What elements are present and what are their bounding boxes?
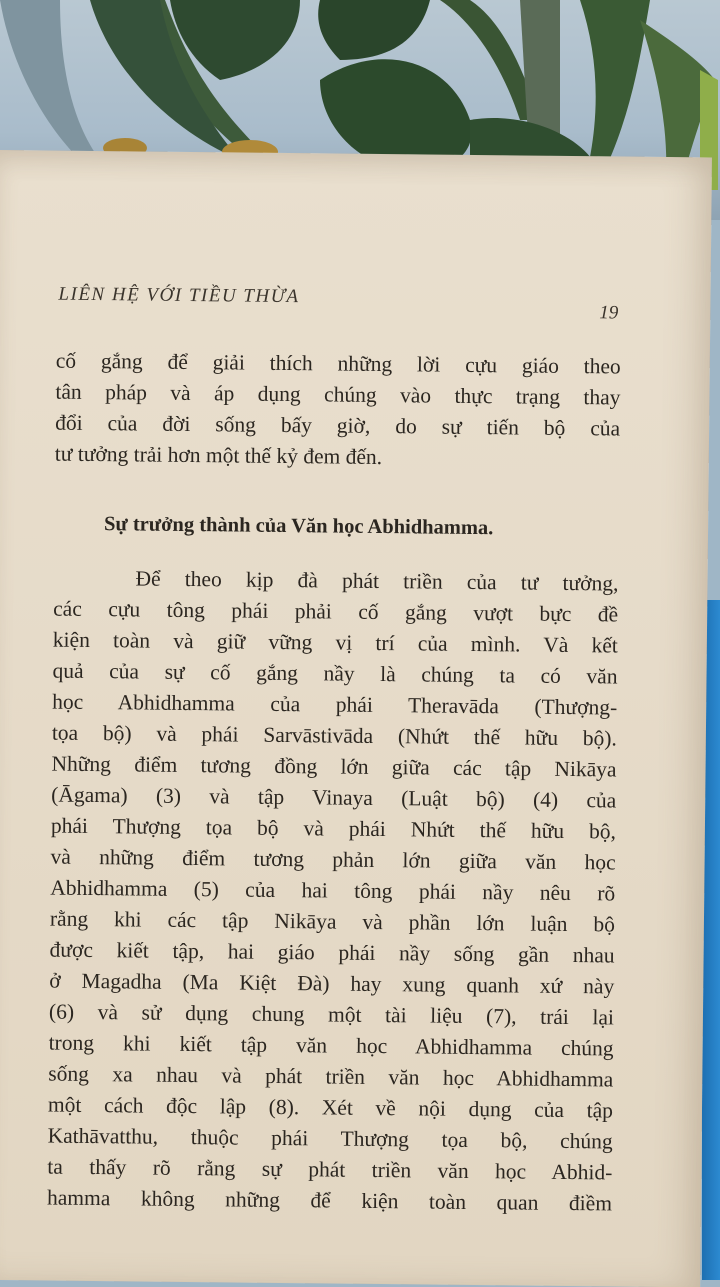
text-line: (6) và sử dụng chung một tài liệu (7), trái lại [48,999,615,1030]
paragraph-2 [47,563,619,1220]
text-line: tân pháp và áp dụng chúng vào thực trạng thay [55,379,621,410]
text-line: các cựu tông phái phải cố gắng vượt bực đề [53,596,619,627]
text-line: một cách độc lập (8). Xét về nội dụng của tập [47,1092,614,1123]
text-line: và những điểm tương phản lớn giữa văn học [50,844,616,875]
text-line: học Abhidhamma của phái Theravāda (Thượng- [52,689,618,720]
text-line: đổi của đời sống bấy giờ, do sự tiến bộ của [55,410,621,441]
text-line: được kiết tập, hai giáo phái nầy sống gần nhau [49,937,615,968]
text-line: ta thấy rõ rằng sự phát triền văn học Abhid- [47,1154,613,1185]
text-line: trong khi kiết tập văn học Abhidhamma chúng [48,1030,614,1061]
text-line: Những điểm tương đồng lớn giữa các tập Nikāya [51,751,617,782]
page-number: 19 [599,302,619,324]
text-line: Abhidhamma (5) của hai tông phái nầy nêu rõ [50,875,616,906]
text-line: kiện toàn và giữ vững vị trí của mình. Và kết [52,627,618,658]
text-line: rằng khi các tập Nikāya và phần lớn luận bộ [49,906,616,937]
section-heading: Sự trưởng thành của Văn học Abhidhamma. [103,513,494,540]
text-line: Để theo kịp đà phát triền của tư tưởng, [135,566,619,596]
text-line: cố gắng để giải thích những lời cựu giáo theo [55,348,621,379]
paragraph-1 [55,346,621,476]
running-head: LIÊN HỆ VỚI TIỀU THỪA [58,283,300,308]
text-line: tư tưởng trải hơn một thế kỷ đem đến. [54,441,383,470]
book-page [0,150,712,1287]
text-line: Kathāvatthu, thuộc phái Thượng tọa bộ, chúng [47,1123,613,1154]
text-line: hamma không những để kiện toàn quan điềm [46,1185,613,1216]
text-line: ở Magadha (Ma Kiệt Đà) hay xung quanh xứ này [49,968,615,999]
text-line: quả của sự cố gắng nầy là chúng ta có văn [52,658,618,689]
text-line: sống xa nhau và phát triền văn học Abhidhamma [48,1061,614,1092]
text-line: (Āgama) (3) và tập Vinaya (Luật bộ) (4) của [51,782,617,813]
text-line: tọa bộ) và phái Sarvāstivāda (Nhứt thế hữu bộ). [51,720,617,751]
text-line: phái Thượng tọa bộ và phái Nhứt thế hữu bộ, [50,813,617,844]
